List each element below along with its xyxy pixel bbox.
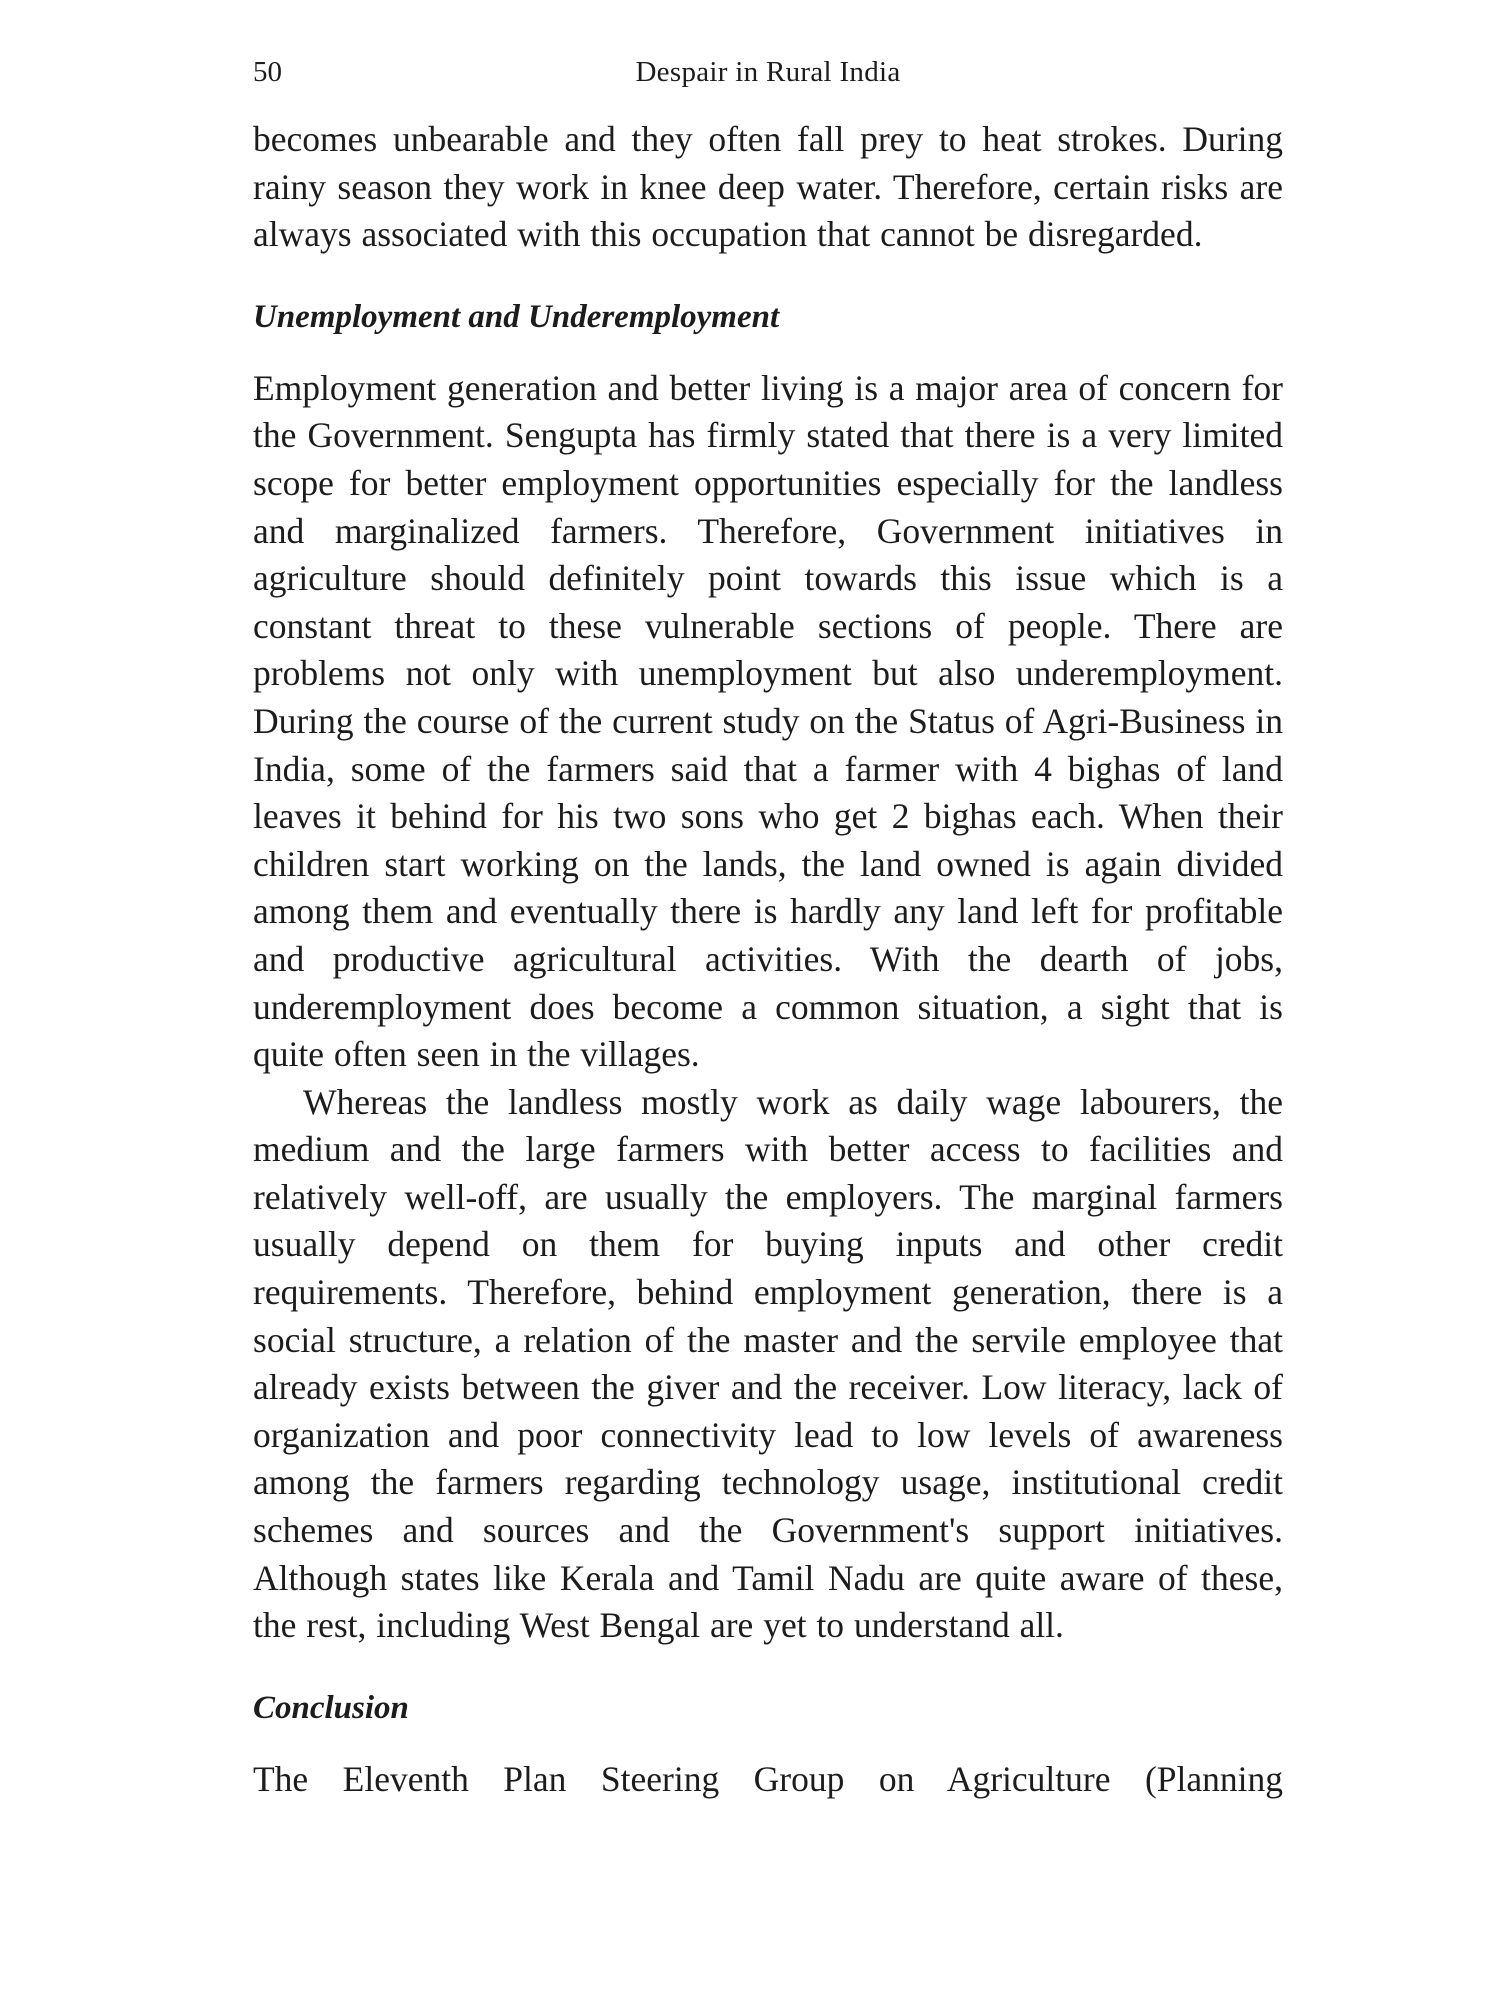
paragraph-continuation: becomes unbearable and they often fall prey to heat strokes. During rainy season they work in knee deep water. Therefore, certain risks are always associated with this occupation that cannot be disregarded. [253, 119, 1283, 255]
section-heading-unemployment: Unemployment and Underemployment [253, 298, 780, 335]
running-head [253, 56, 1283, 96]
section-heading-conclusion: Conclusion [253, 1689, 409, 1726]
body-text [253, 116, 1283, 1803]
page-number: 50 [253, 56, 282, 88]
paragraph-landless-labourers: Whereas the landless mostly work as daily wage labourers, the medium and the large farmers with better access to facilities and relatively well-off, are usually the employers. The marginal farmers usually depend on them for buying inputs and other credit requirements. Therefore, behind employment generation, there is a social structure, a relation of the master and the servile employee that already exists between the giver and the receiver. Low literacy, lack of organization and poor connectivity lead to low levels of awareness among the farmers regarding technology usage, institutional credit schemes and sources and the Government's support initiatives. Although states like Kerala and Tamil Nadu are quite aware of these, the rest, including West Bengal are yet to understand all. [253, 1081, 1283, 1646]
paragraph-employment-generation: Employment generation and better living is a major area of concern for the Government. Sengupta has firmly stated that there is a very limited scope for better employment opportunities especially for the landless and marginalized farmers. Therefore, Government initiatives in agriculture should definitely point towards this issue which is a constant threat to these vulnerable sections of people. There are problems not only with unemployment but also underemployment. During the course of the current study on the Status of Agri-Business in India, some of the farmers said that a farmer with 4 bighas of land leaves it behind for his two sons who get 2 bighas each. When their children start working on the lands, the land owned is again divided among them and eventually there is hardly any land left for profitable and productive agricultural activities. With the dearth of jobs, underemployment does become a common situation, a sight that is quite often seen in the villages. [253, 367, 1283, 1075]
book-title: Despair in Rural India [635, 56, 901, 88]
paragraph-conclusion: The Eleventh Plan Steering Group on Agriculture (Planning [253, 1758, 1283, 1799]
